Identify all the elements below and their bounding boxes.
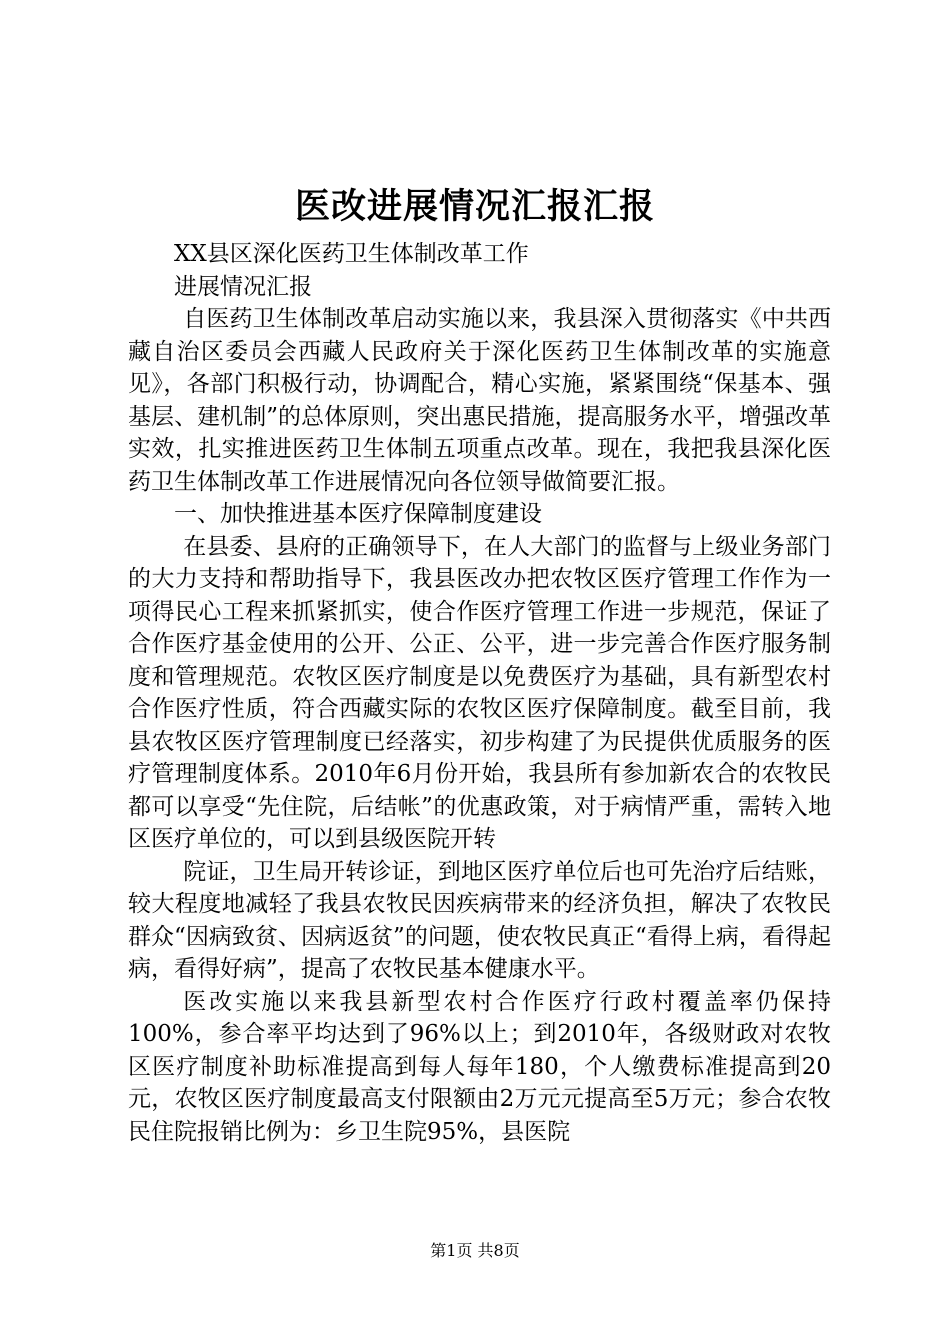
section-heading-1: 一、加快推进基本医疗保障制度建设 xyxy=(174,501,542,527)
document-title: 医改进展情况汇报汇报 xyxy=(294,186,655,227)
page-footer: 第1页 共8页 xyxy=(430,1241,520,1260)
heading-line-2: 进展情况汇报 xyxy=(174,273,312,300)
paragraph-coverage: 医改实施以来我县新型农村合作医疗行政村覆盖率仍保持100%，参合率平均达到了96%以上；到2010年，各级财政对农牧区医疗制度补助标准提高到每人每年180，个人缴费标准提高到20元，农牧区医疗制度最高支付限额由2万元元提高至5万元；参合农牧民住院报销比例为：乡卫生院95%，县医院 xyxy=(128,988,831,1145)
document-body xyxy=(128,238,831,1148)
heading-line-1: XX县区深化医药卫生体制改革工作 xyxy=(174,241,529,267)
paragraph-referral: 院证，卫生局开转诊证，到地区医疗单位后也可先治疗后结账，较大程度地减轻了我县农牧民因疾病带来的经济负担，解决了农牧民群众“因病致贫、因病返贫”的问题，使农牧民真正“看得上病，看得起病，看得好病”，提高了农牧民基本健康水平。 xyxy=(128,858,831,982)
paragraph-medical-security: 在县委、县府的正确领导下，在人大部门的监督与上级业务部门的大力支持和帮助指导下，我县医改办把农牧区医疗管理工作作为一项得民心工程来抓紧抓实，使合作医疗管理工作进一步规范，保证了合作医疗基金使用的公开、公正、公平，进一步完善合作医疗服务制度和管理规范。农牧区医疗制度是以免费医疗为基础，具有新型农村合作医疗性质，符合西藏实际的农牧区医疗保障制度。截至目前，我县农牧区医疗管理制度已经落实，初步构建了为民提供优质服务的医疗管理制度体系。2010年6月份开始，我县所有参加新农合的农牧民都可以享受“先住院，后结帐”的优惠政策，对于病情严重，需转入地区医疗单位的，可以到县级医院开转 xyxy=(128,533,831,852)
paragraph-intro: 自医药卫生体制改革启动实施以来，我县深入贯彻落实《中共西藏自治区委员会西藏人民政府关于深化医药卫生体制改革的实施意见》，各部门积极行动，协调配合，精心实施，紧紧围绕“保基本、强基层、建机制”的总体原则，突出惠民措施，提高服务水平，增强改革实效，扎实推进医药卫生体制五项重点改革。现在，我把我县深化医药卫生体制改革工作进展情况向各位领导做简要汇报。 xyxy=(128,306,831,495)
